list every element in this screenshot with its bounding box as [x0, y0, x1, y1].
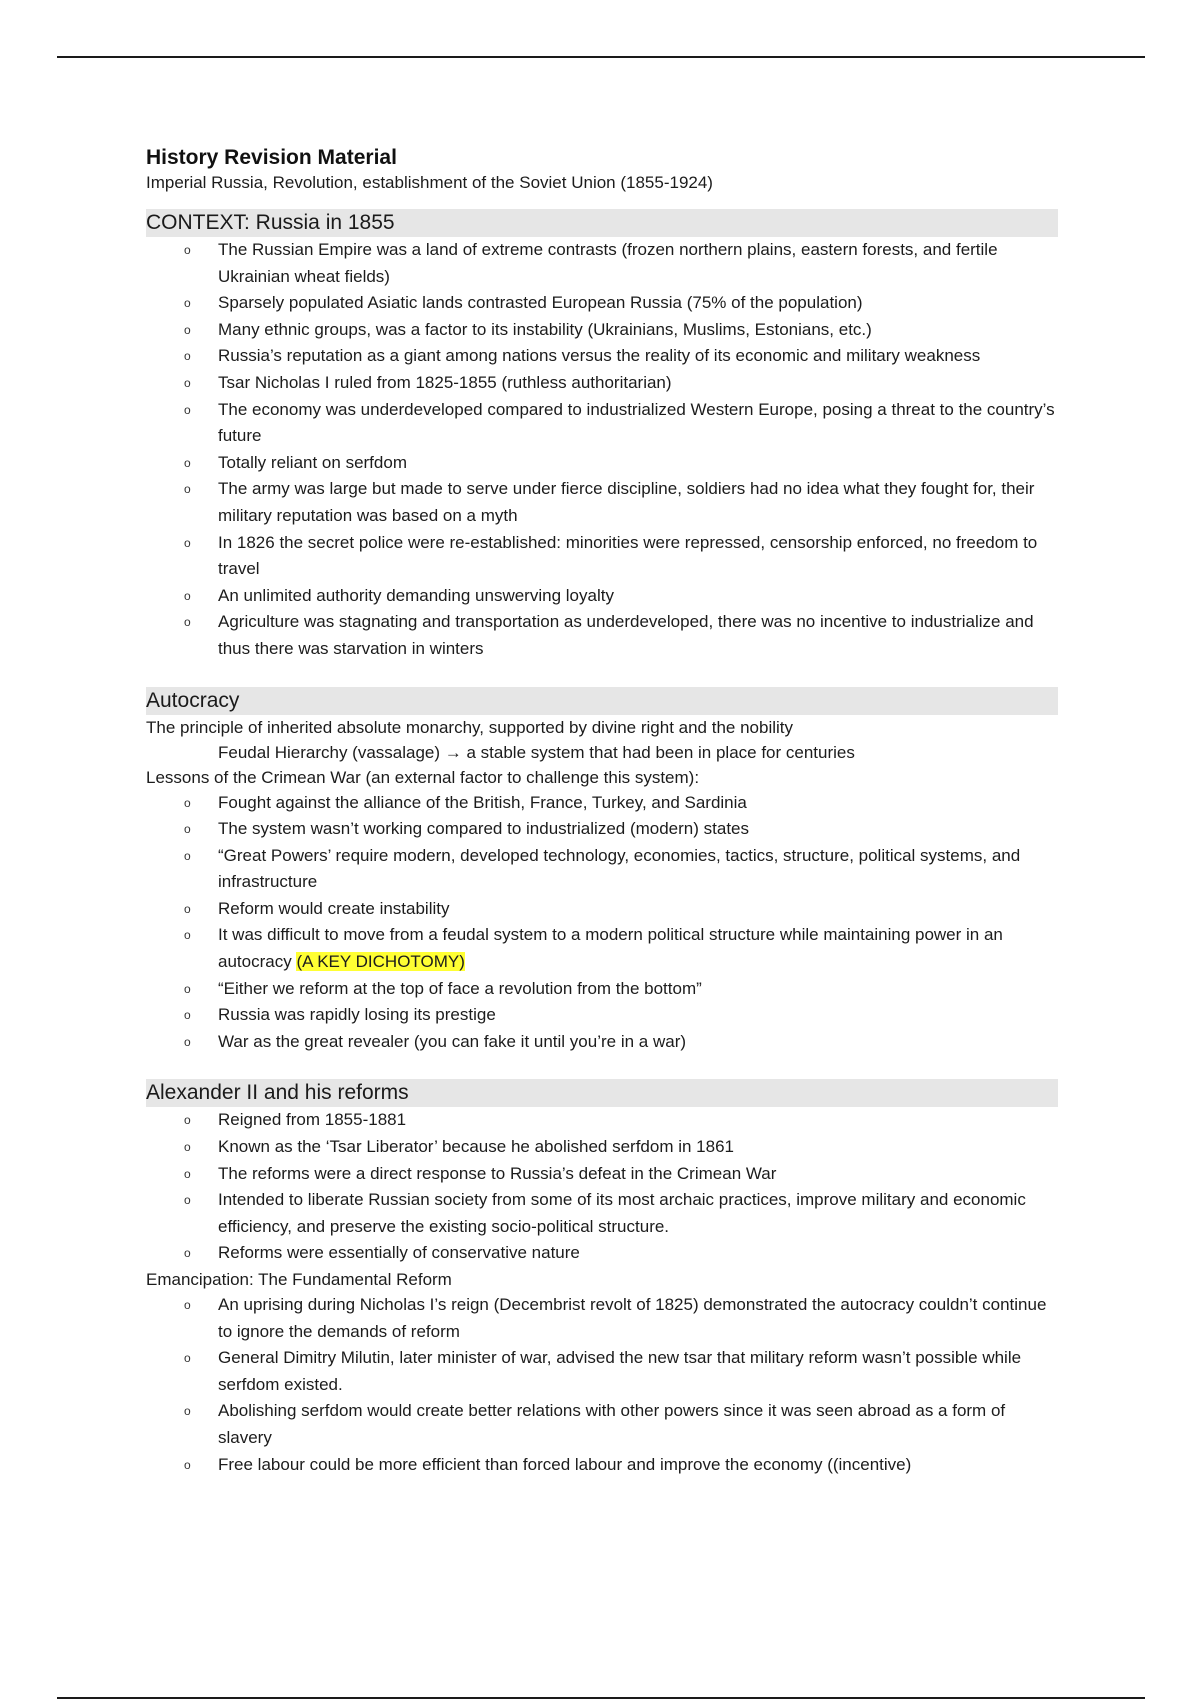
bullet-icon: o — [184, 1246, 191, 1261]
list-item: o The army was large but made to serve under fierce discipline, soldiers had no idea what they fought for, their military reputation was based on a myth — [146, 476, 1058, 529]
list-item: o Russia’s reputation as a giant among nations versus the reality of its economic and military weakness — [146, 343, 1058, 370]
bullet-icon: o — [184, 981, 191, 996]
list-item: o In 1826 the secret police were re-established: minorities were repressed, censorship enforced, no freedom to travel — [146, 530, 1058, 583]
bullet-icon: o — [184, 901, 191, 916]
list-item: o “Great Powers’ require modern, developed technology, economies, tactics, structure, political systems, and infrastructure — [146, 843, 1058, 896]
bullet-icon: o — [184, 1351, 191, 1366]
list-item: o The economy was underdeveloped compared to industrialized Western Europe, posing a threat to the country’s future — [146, 397, 1058, 450]
bullet-icon: o — [184, 349, 191, 364]
bullet-icon: o — [184, 1193, 191, 1208]
bullet-icon: o — [184, 928, 191, 943]
section-heading-autocracy: Autocracy — [146, 687, 1058, 715]
list-item: o The system wasn’t working compared to industrialized (modern) states — [146, 816, 1058, 843]
list-item: o The reforms were a direct response to Russia’s defeat in the Crimean War — [146, 1161, 1058, 1188]
bullet-icon: o — [184, 588, 191, 603]
list-item: o Totally reliant on serfdom — [146, 450, 1058, 477]
alexander-bullet-list — [146, 1107, 1058, 1267]
document-title: History Revision Material — [146, 146, 397, 169]
list-item: o Tsar Nicholas I ruled from 1825-1855 (ruthless authoritarian) — [146, 370, 1058, 397]
bullet-icon: o — [184, 1034, 191, 1049]
bullet-icon: o — [184, 1113, 191, 1128]
section-autocracy — [146, 687, 1058, 1056]
autocracy-intro: The principle of inherited absolute monarchy, supported by divine right and the nobility — [146, 717, 794, 737]
list-item: o Reforms were essentially of conservative nature — [146, 1240, 1058, 1267]
dichotomy-text: It was difficult to move from a feudal system to a modern political structure while maintaining power in an autocracy — [218, 925, 1003, 972]
list-item: o An unlimited authority demanding unswerving loyalty — [146, 583, 1058, 610]
list-item: o General Dimitry Milutin, later minister of war, advised the new tsar that military reform wasn’t possible while serfdom existed. — [146, 1345, 1058, 1398]
list-item — [146, 922, 1058, 975]
bullet-icon: o — [184, 1008, 191, 1023]
bullet-icon: o — [184, 402, 191, 417]
autocracy-feudal-note: Feudal Hierarchy (vassalage) → a stable system that had been in place for centuries — [218, 742, 855, 762]
emancipation-bullet-list — [146, 1292, 1058, 1478]
bullet-icon: o — [184, 848, 191, 863]
bullet-icon: o — [184, 1404, 191, 1419]
section-context — [146, 209, 1058, 663]
list-item: o Known as the ‘Tsar Liberator’ because he abolished serfdom in 1861 — [146, 1134, 1058, 1161]
bullet-icon: o — [184, 535, 191, 550]
bullet-icon: o — [184, 296, 191, 311]
bottom-rule — [57, 1697, 1145, 1699]
bullet-icon: o — [184, 322, 191, 337]
list-item: o Fought against the alliance of the British, France, Turkey, and Sardinia — [146, 790, 1058, 817]
list-item: o Russia was rapidly losing its prestige — [146, 1002, 1058, 1029]
bullet-icon: o — [184, 1140, 191, 1155]
document-subtitle: Imperial Russia, Revolution, establishment of the Soviet Union (1855-1924) — [146, 173, 713, 192]
list-item: o “Either we reform at the top of face a revolution from the bottom” — [146, 976, 1058, 1003]
list-item: o Many ethnic groups, was a factor to its instability (Ukrainians, Muslims, Estonians, etc.) — [146, 317, 1058, 344]
bullet-icon: o — [184, 1166, 191, 1181]
list-item: o Sparsely populated Asiatic lands contrasted European Russia (75% of the population) — [146, 290, 1058, 317]
list-item: o Reform would create instability — [146, 896, 1058, 923]
bullet-icon: o — [184, 1457, 191, 1472]
bullet-icon: o — [184, 615, 191, 630]
section-heading-context: CONTEXT: Russia in 1855 — [146, 209, 1058, 237]
autocracy-bullet-list — [146, 790, 1058, 1056]
list-item: o Free labour could be more efficient than forced labour and improve the economy ((incentive) — [146, 1452, 1058, 1479]
section-alexander — [146, 1079, 1058, 1478]
emancipation-subheading: Emancipation: The Fundamental Reform — [146, 1270, 452, 1289]
list-item: o Intended to liberate Russian society from some of its most archaic practices, improve military and economic efficiency, and preserve the existing socio-political structure. — [146, 1187, 1058, 1240]
key-dichotomy-highlight: (A KEY DICHOTOMY) — [296, 952, 465, 972]
section-heading-alexander: Alexander II and his reforms — [146, 1079, 1058, 1107]
top-rule — [57, 56, 1145, 58]
context-bullet-list — [146, 237, 1058, 663]
list-item: o Reigned from 1855-1881 — [146, 1107, 1058, 1134]
bullet-icon: o — [184, 375, 191, 390]
autocracy-lessons-label: Lessons of the Crimean War (an external factor to challenge this system): — [146, 767, 700, 787]
list-item: o War as the great revealer (you can fake it until you’re in a war) — [146, 1029, 1058, 1056]
bullet-icon: o — [184, 822, 191, 837]
list-item: o Agriculture was stagnating and transportation as underdeveloped, there was no incentive to industrialize and thus there was starvation in winters — [146, 609, 1058, 662]
bullet-icon: o — [184, 1298, 191, 1312]
bullet-icon: o — [184, 455, 191, 470]
bullet-icon: o — [184, 795, 191, 810]
list-item: o The Russian Empire was a land of extreme contrasts (frozen northern plains, eastern forests, and fertile Ukrainian wheat fields) — [146, 237, 1058, 290]
bullet-icon: o — [184, 243, 191, 257]
bullet-icon: o — [184, 482, 191, 497]
document-body — [146, 145, 1058, 1502]
list-item: o Abolishing serfdom would create better relations with other powers since it was seen abroad as a form of slavery — [146, 1398, 1058, 1451]
list-item: o An uprising during Nicholas I’s reign (Decembrist revolt of 1825) demonstrated the autocracy couldn’t continue to ignore the demands of reform — [146, 1292, 1058, 1345]
